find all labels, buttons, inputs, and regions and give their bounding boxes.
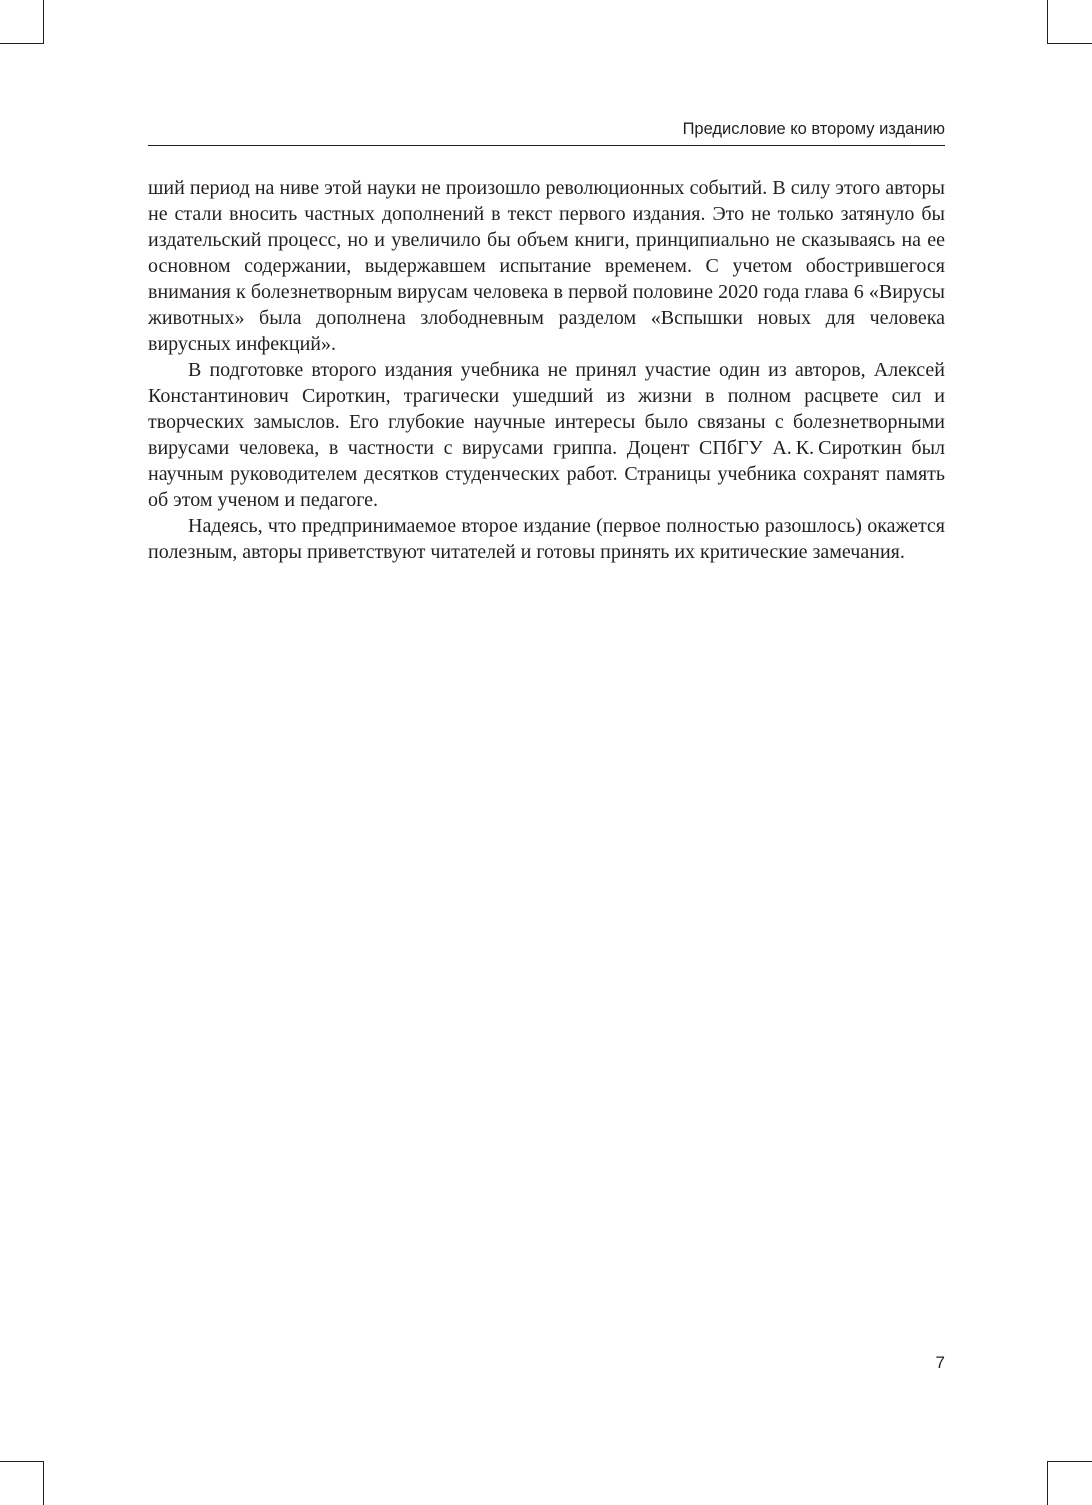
page-number: 7 <box>935 1353 945 1372</box>
crop-mark <box>43 0 44 44</box>
crop-mark <box>1047 1461 1048 1505</box>
crop-mark <box>1048 43 1092 44</box>
paragraph: Надеясь, что предпринимаемое второе издание (первое полностью разошлось) окажется полезным, авторы приветствуют читателей и готовы принять их критические замечания. <box>148 515 945 563</box>
paragraph: В подготовке второго издания учебника не принял участие один из авторов, Алексей Константинович Сироткин, трагически ушедший из жизни в полном расцвете сил и творческих замыслов. Его глубокие научные интересы было связаны с болезнетворными вирусами человека, в частности с вирусами гриппа. Доцент СПбГУ А. К. Сироткин был научным руководителем десятков студенческих работ. Страницы учебника сохранят память об этом ученом и педагоге. <box>148 359 945 511</box>
crop-mark <box>0 1461 44 1462</box>
crop-mark <box>1047 0 1048 44</box>
body-text <box>148 175 945 565</box>
crop-mark <box>1048 1461 1092 1462</box>
crop-mark <box>43 1461 44 1505</box>
paragraph: ший период на ниве этой науки не произошло революционных событий. В силу этого авторы не стали вносить частных дополнений в текст первого издания. Это не только затянуло бы издательский процесс, но и увеличило бы объем книги, принципиально не сказываясь на ее основном содержании, выдержавшем испытание временем. С учетом обострившегося внимания к болезнетворным вирусам человека в первой половине 2020 года глава 6 «Вирусы животных» была дополнена злободневным разделом «Вспышки новых для человека вирусных инфекций». <box>148 177 945 355</box>
running-head: Предисловие ко второму изданию <box>682 120 945 138</box>
header-rule <box>148 145 945 146</box>
crop-mark <box>0 43 44 44</box>
